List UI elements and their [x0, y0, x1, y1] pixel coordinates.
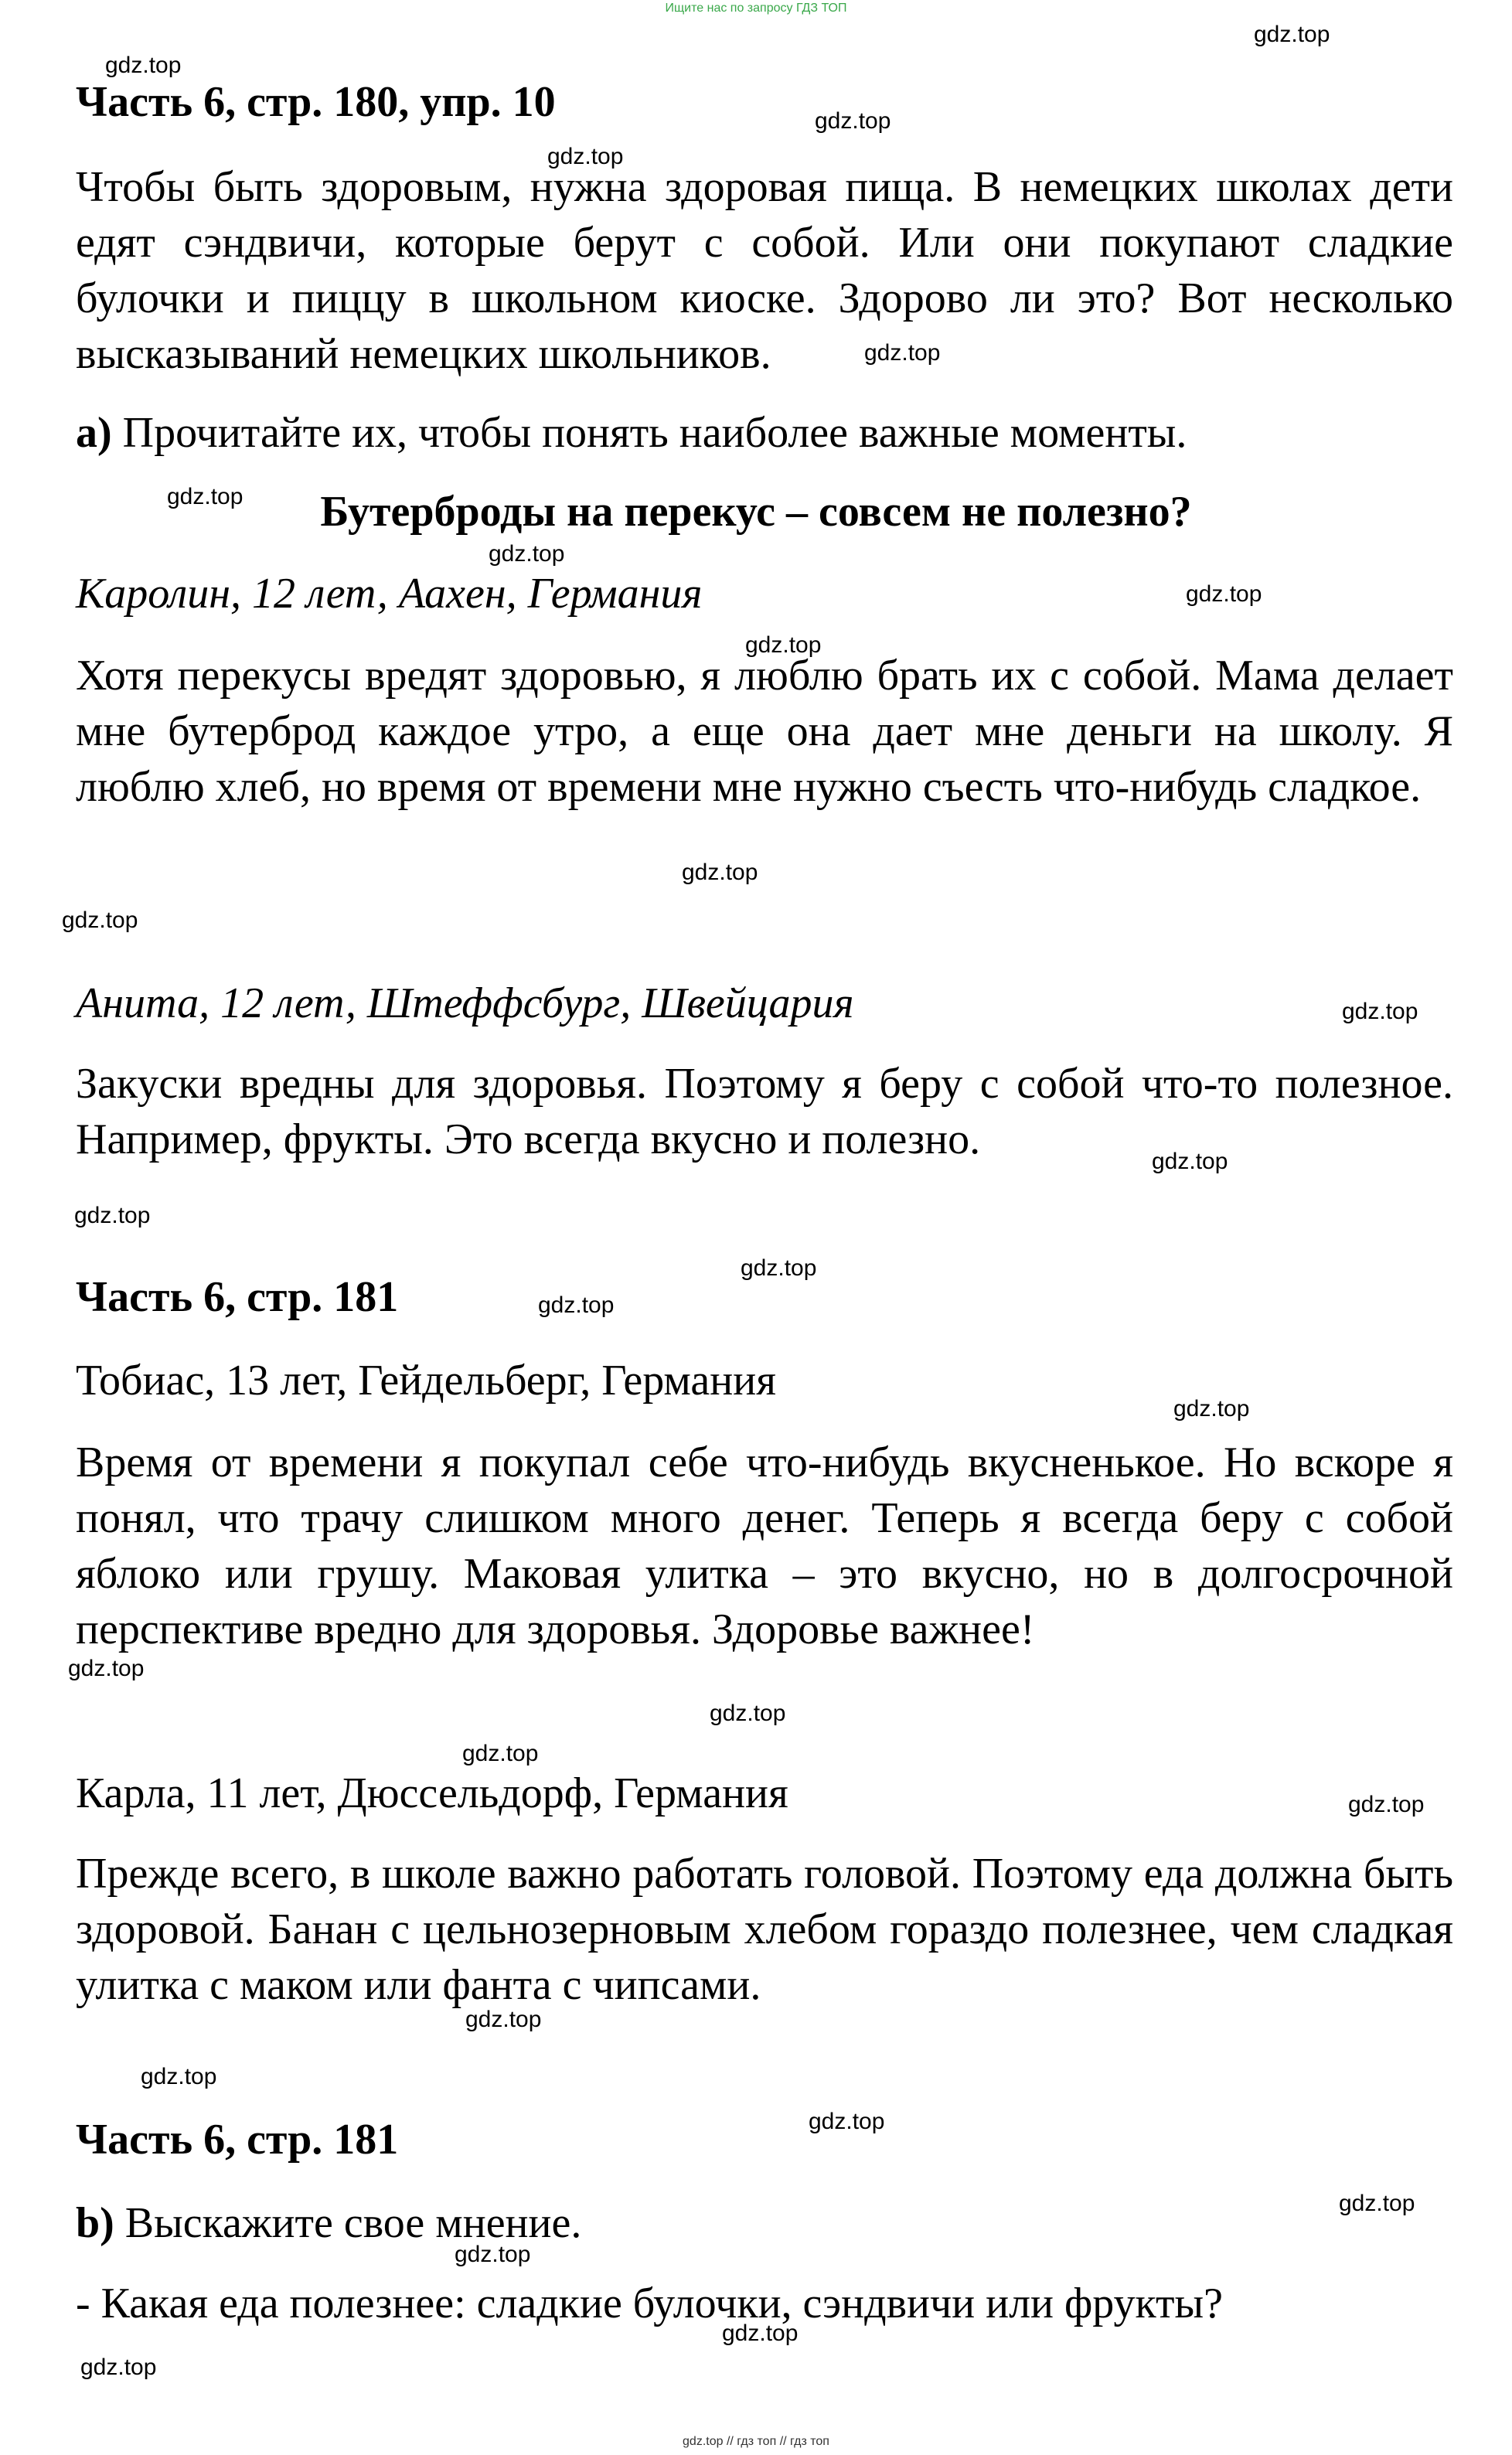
watermark: gdz.top [105, 53, 182, 78]
watermark: gdz.top [465, 2007, 542, 2032]
section-heading: Часть 6, стр. 181 [76, 1273, 399, 1321]
author-anita: Анита, 12 лет, Штеффсбург, Швейцария [76, 979, 854, 1027]
section-heading: Часть 6, стр. 181 [76, 2116, 399, 2164]
watermark: gdz.top [489, 541, 565, 567]
watermark: gdz.top [62, 907, 138, 933]
task-b [76, 2195, 581, 2251]
watermark: gdz.top [741, 1255, 817, 1281]
watermark: gdz.top [710, 1701, 786, 1726]
watermark: gdz.top [1342, 999, 1418, 1024]
intro-paragraph: Чтобы быть здоровым, нужна здоровая пища. В немецких школах дети едят сэндвичи, которые берут с собой. Или они покупают сладкие булочки и пиццу в школьном киоске. Здорово ли это? Вот несколько высказываний немецких школьников. [76, 163, 1453, 378]
question: - Какая еда полезнее: сладкие булочки, сэндвичи или фрукты? [76, 2280, 1223, 2327]
task-b-label: b) [76, 2199, 114, 2247]
watermark: gdz.top [815, 108, 891, 134]
watermark: gdz.top [538, 1292, 615, 1318]
watermark: gdz.top [682, 860, 758, 885]
anita-paragraph: Закуски вредны для здоровья. Поэтому я беру с собой что-то полезное. Например, фрукты. Это всегда вкусно и полезно. [76, 1060, 1453, 1163]
watermark: gdz.top [1339, 2191, 1415, 2216]
footer: gdz.top // гдз топ // гдз топ [683, 2435, 829, 2448]
watermark: gdz.top [68, 1656, 145, 1681]
watermark: gdz.top [462, 1741, 539, 1766]
author-tobias: Тобиас, 13 лет, Гейдельберг, Германия [76, 1357, 776, 1405]
watermark: gdz.top [547, 144, 624, 169]
author-karla: Карла, 11 лет, Дюссельдорф, Германия [76, 1769, 788, 1817]
watermark: gdz.top [141, 2064, 217, 2089]
watermark: gdz.top [455, 2242, 531, 2267]
tobias-paragraph: Время от времени я покупал себе что-нибудь вкусненькое. Но вскоре я понял, что трачу слишком много денег. Теперь я всегда беру с собой яблоко или грушу. Маковая улитка – это вкусно, но в долгосрочной перспективе вредно для здоровья. Здоровье важнее! [76, 1439, 1453, 1653]
watermark: gdz.top [74, 1203, 151, 1228]
watermark: gdz.top [864, 340, 941, 366]
karla-paragraph: Прежде всего, в школе важно работать головой. Поэтому еда должна быть здоровой. Банан с цельнозерновым хлебом гораздо полезнее, чем сладкая улитка с маком или фанта с чипсами. [76, 1850, 1453, 2009]
watermark: gdz.top [167, 484, 243, 509]
watermark: gdz.top [722, 2321, 799, 2346]
watermark: gdz.top [1186, 581, 1262, 607]
article-title: Бутерброды на перекус – совсем не полезно? [320, 488, 1192, 536]
watermark: gdz.top [745, 632, 822, 658]
watermark: gdz.top [1254, 22, 1330, 47]
task-b-text: Выскажите свое мнение. [124, 2199, 582, 2247]
watermark: gdz.top [1173, 1396, 1250, 1422]
watermark: gdz.top [809, 2109, 885, 2134]
task-a-text: Прочитайте их, чтобы понять наиболее важные моменты. [122, 409, 1187, 457]
watermark: gdz.top [1348, 1792, 1425, 1817]
caroline-paragraph: Хотя перекусы вредят здоровью, я люблю брать их с собой. Мама делает мне бутерброд каждое утро, а еще она дает мне деньги на школу. Я люблю хлеб, но время от времени мне нужно съесть что-нибудь сладкое. [76, 652, 1453, 811]
task-a-label: a) [76, 409, 112, 457]
task-a [76, 405, 1187, 461]
author-caroline: Каролин, 12 лет, Аахен, Германия [76, 570, 703, 618]
top-banner: Ищите нас по запросу ГДЗ ТОП [665, 2, 847, 15]
watermark: gdz.top [1152, 1149, 1228, 1174]
watermark: gdz.top [80, 2355, 157, 2380]
section-heading: Часть 6, стр. 180, упр. 10 [76, 78, 556, 126]
